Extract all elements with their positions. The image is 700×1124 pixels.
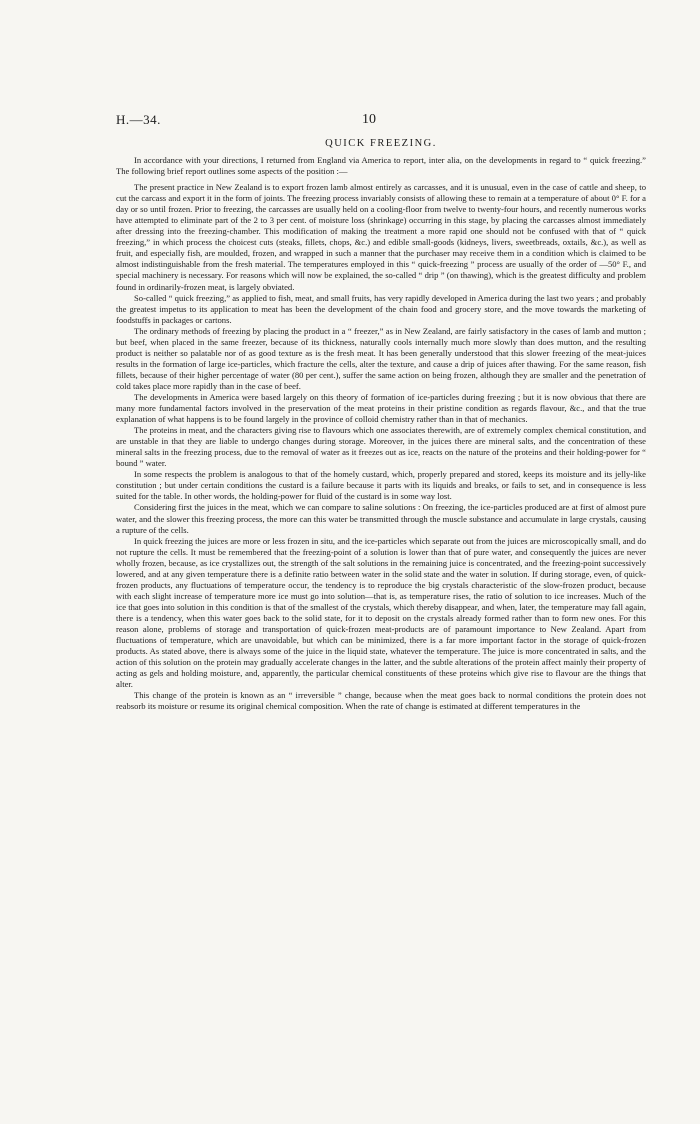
paragraph: The proteins in meat, and the characters giving rise to flavours which one associates therewith, are of extremely complex chemical constitution, and are unstable in that they are liable to undergo changes during storage. Moreover, in the juices there are mineral salts, and the concentration of these mineral salts in the freezing process, due to the removal of water as it freezes out as ice, reacts on the nature of the proteins and their holding-power for “ bound ” water.	[116, 425, 646, 469]
paragraph: Considering first the juices in the meat, which we can compare to saline solutions : On freezing, the ice-particles produced are at first of almost pure water, and the slower this freezing process, the more can this water be transmitted through the muscle substance and accumulate in large crystals, causing a rupture of the cells.	[116, 502, 646, 535]
paragraph: In some respects the problem is analogous to that of the homely custard, which, properly prepared and stored, keeps its moisture and its jelly-like constitution ; but under certain conditions the custard is a failure because it parts with its liquids and breaks, or fails to set, and in consequence is less suited for the table. In other words, the holding-power for fluid of the custard is in some way lost.	[116, 469, 646, 502]
page-header	[116, 112, 646, 128]
page-number: 10	[362, 112, 376, 127]
paragraph: In accordance with your directions, I returned from England via America to report, inter alia, on the developments in regard to “ quick freezing.” The following brief report outlines some aspects of the position :—	[116, 155, 646, 177]
section-title: QUICK FREEZING.	[325, 138, 437, 149]
body-text	[116, 155, 646, 712]
paragraph: This change of the protein is known as an “ irreversible ” change, because when the meat goes back to normal conditions the protein does not reabsorb its moisture or resume its original chemical composition. When the rate of change is estimated at different temperatures in the	[116, 690, 646, 712]
document-reference: H.—34.	[116, 112, 161, 127]
paragraph: The developments in America were based largely on this theory of formation of ice-particles during freezing ; but it is now obvious that there are many more fundamental factors involved in the preservation of the meat proteins in their pristine condition as regards flavour, &c., and that the true explanation of what happens is to be found largely in the province of colloid chemistry rather than in that of mechanics.	[116, 391, 646, 425]
paragraph: So-called “ quick freezing,” as applied to fish, meat, and small fruits, has very rapidly developed in America during the last two years ; and probably the greatest impetus to its application to meat has been the development of the chain food and grocery store, and the move towards the marketing of foodstuffs in packages or cartons.	[116, 292, 646, 325]
paragraph: The present practice in New Zealand is to export frozen lamb almost entirely as carcasses, and it is unusual, even in the case of cattle and sheep, to cut the carcass and export it in the form of joints. The freezing process invariably consists of allowing these to remain at a temperature of about 0° F. for a day or so until frozen. Prior to freezing, the carcasses are usually held on a cooling-floor from twelve to twenty-four hours, and recently numerous works have attempted to eliminate part of the 2 to 3 per cent. of moisture loss (shrinkage) occurring in this stage, by placing the carcasses almost immediately after dressing into the freezing-chamber. This modification of making the treatment a more rapid one should not be confused with that of “ quick freezing,” in which process the choicest cuts (steaks, fillets, chops, &c.) and edible small-goods (kidneys, livers, sweetbreads, oxtails, &c.), as well as fruit, and especially fish, are moulded, frozen, and wrapped in such a manner that the purchaser may receive them in a condition which is claimed to be almost indistinguishable from the fresh material. The temperatures employed in this “ quick-freezing ” process are usually of the order of —50° F., and special machinery is necessary. For reasons which will now be explained, the so-called “ drip ” (on thawing), which is the greatest difficulty and problem found in ordinarily-frozen meat, is largely obviated.	[116, 182, 646, 292]
paragraph: In quick freezing the juices are more or less frozen in situ, and the ice-particles which separate out from the juices are microscopically small, and do not rupture the cells. It must be remembered that the freezing-point of a solution is lower than that of pure water, and consequently the juices are never wholly frozen, because, as ice crystallizes out, the strength of the salt solutions in the remaining juice is concentrated, and the freezing-point successively lowered, and at any given temperature there is a definite ratio between water in the solid state and the water in solution. If during storage, even, of quick-frozen products, any fluctuations of temperature occur, the tendency is to reproduce the big crystals characteristic of the slow-frozen product, because with each slight increase of temperature more ice must go into solution—that is, as temperature rises, the ratio of solution to ice increases. Much of the ice that goes into solution in this condition is that of the smallest of the crystals, which thereby disappear, and when, later, the temperature may fall again, there is a tendency, when this water goes back to the solid state, for it to deposit on the crystals already formed rather than to form new ones. For this reason alone, problems of storage and transportation of quick-frozen meat-products are of paramount importance to New Zealand. Apart from fluctuations of temperature, which are unavoidable, but which can be minimized, there is a far more important factor in the storage of quick-frozen products. As stated above, there is always some of the juice in the liquid state, whatever the temperature. The juice is more concentrated in salts, and the action of this solution on the protein may gradually accelerate changes in the latter, and the subtle alterations of the protein affect mainly their property of acting as gels and holding moisture, and, apparently, the particular chemical constituents of these proteins which give rise to flavour are the things that alter.	[116, 535, 646, 690]
paragraph: The ordinary methods of freezing by placing the product in a “ freezer,” as in New Zealand, are fairly satisfactory in the cases of lamb and mutton ; but beef, when placed in the same freezer, because of its thickness, naturally cools internally much more slowly than does mutton, and the resulting product is neither so palatable nor of as good texture as is the fresh meat. It has been generally understood that this slower freezing of the meat-juices results in the formation of large ice-particles, which fracture the cells, alter the texture, and cause a drip of juices after thawing. For the same reason, fish fillets, because of their higher percentage of water (80 per cent.), suffer the same action on being frozen, although they are smaller and the penetration of cold takes place more rapidly than in the case of beef.	[116, 325, 646, 391]
